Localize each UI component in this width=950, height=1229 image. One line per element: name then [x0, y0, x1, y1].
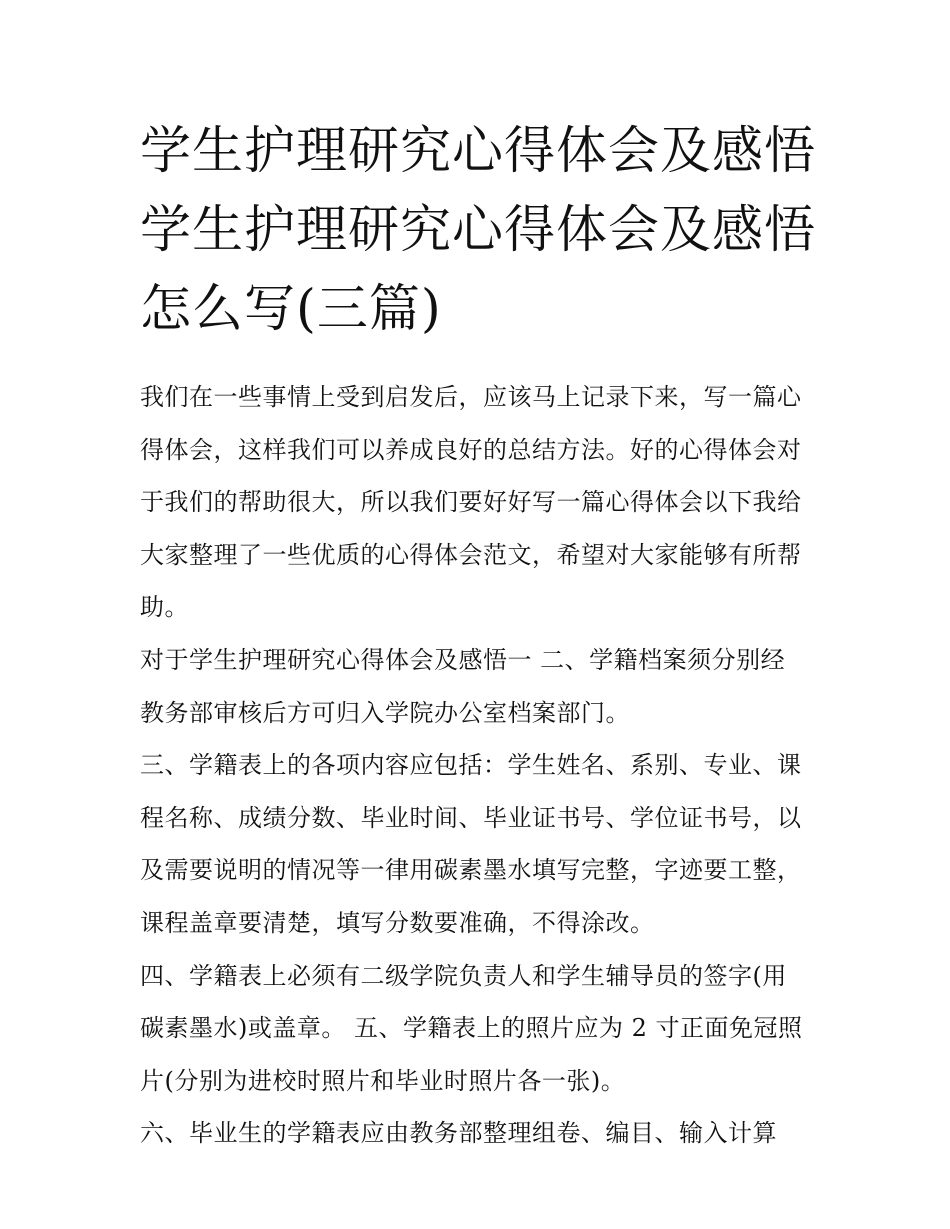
paragraph-line: 片(分别为进校时照片和毕业时照片各一张)。 — [140, 1066, 626, 1095]
document-title — [140, 112, 820, 349]
paragraph-line: 四、学籍表上必须有二级学院负责人和学生辅导员的签字(用 — [140, 961, 787, 990]
paragraph-line: 得体会，这样我们可以养成良好的总结方法。好的心得体会对 — [140, 435, 802, 464]
paragraph-line: 课程盖章要清楚，填写分数要准确，不得涂改。 — [140, 908, 655, 937]
title-line: 学生护理研究心得体会及感悟 — [140, 201, 817, 260]
item-four-paragraph — [140, 950, 820, 1108]
item-six-paragraph — [140, 1107, 820, 1160]
paragraph-line: 我们在一些事情上受到启发后，应该马上记录下来，写一篇心 — [140, 383, 802, 411]
paragraph-line: 于我们的帮助很大，所以我们要好好写一篇心得体会以下我给 — [140, 488, 802, 517]
paragraph-line: 三、学籍表上的各项内容应包括：学生姓名、系别、专业、课 — [140, 751, 802, 780]
paragraph-line: 助。 — [140, 593, 189, 622]
intro-paragraph — [140, 371, 820, 634]
paragraph-line: 及需要说明的情况等一律用碳素墨水填写完整，字迹要工整， — [140, 856, 802, 885]
title-line: 怎么写(三篇) — [140, 280, 442, 339]
paragraph-line: 大家整理了一些优质的心得体会范文，希望对大家能够有所帮 — [140, 540, 802, 569]
paragraph-line: 对于学生护理研究心得体会及感悟一 二、学籍档案须分别经 — [140, 645, 786, 674]
title-line: 学生护理研究心得体会及感悟 — [140, 122, 817, 181]
document-body — [140, 371, 820, 1160]
item-three-paragraph — [140, 739, 820, 949]
paragraph-line: 教务部审核后方可归入学院办公室档案部门。 — [140, 698, 630, 727]
paragraph-line: 六、毕业生的学籍表应由教务部整理组卷、编目、输入计算 — [140, 1119, 777, 1148]
paragraph-line: 程名称、成绩分数、毕业时间、毕业证书号、学位证书号，以 — [140, 803, 802, 832]
section-one-paragraph — [140, 634, 820, 739]
document-page — [140, 112, 820, 1160]
paragraph-line: 碳素墨水)或盖章。 五、学籍表上的照片应为 2 寸正面免冠照 — [140, 1014, 803, 1043]
